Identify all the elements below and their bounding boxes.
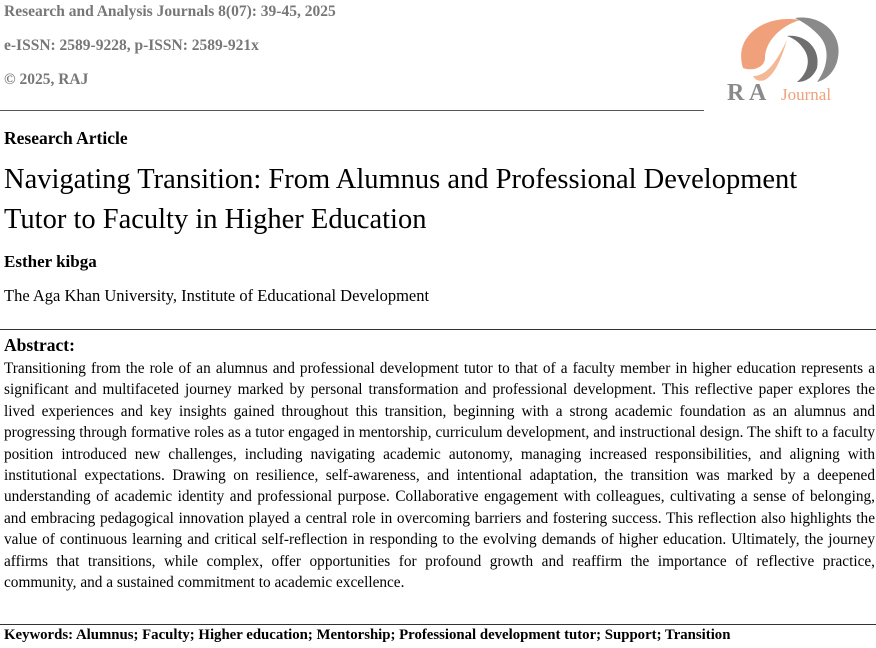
logo-journal-text: Journal bbox=[781, 85, 832, 104]
keywords-line bbox=[4, 627, 730, 644]
issn-line: e-ISSN: 2589-9228, p-ISSN: 2589-921x bbox=[4, 37, 259, 54]
abstract-heading: Abstract: bbox=[4, 335, 75, 355]
copyright-line: © 2025, RAJ bbox=[4, 71, 89, 88]
keywords-divider bbox=[0, 624, 876, 625]
journal-citation: Research and Analysis Journals 8(07): 39-45, 2025 bbox=[4, 3, 336, 20]
keywords-list: Alumnus; Faculty; Higher education; Mentorship; Professional development tutor; Support; Transition bbox=[75, 627, 731, 643]
author-affiliation: The Aga Khan University, Institute of Educational Development bbox=[4, 286, 430, 305]
abstract-text: Transitioning from the role of an alumnus and professional development tutor to that of a faculty member in higher education represents a significant and multifaceted journey marked by personal transformation and professional development. This reflective paper explores the lived experiences and key insights gained throughout this transition, beginning with a strong academic foundation as an alumnus and progressing through formative roles as a tutor engaged in mentorship, curriculum development, and instructional design. The shift to a faculty position introduced new challenges, including navigating academic autonomy, managing increased responsibilities, and aligning with institutional expectations. Drawing on resilience, self-awareness, and intentional adaptation, the transition was marked by a deepened understanding of academic identity and professional purpose. Collaborative engagement with colleagues, cultivating a sense of belonging, and embracing pedagogical innovation played a central role in overcoming barriers and fostering success. This reflection also highlights the value of continuous learning and critical self-reflection in responding to the evolving demands of higher education. Ultimately, the journey affirms that transitions, while complex, offer opportunities for profound growth and reaffirm the importance of reflective practice, community, and a sustained commitment to academic excellence. bbox=[4, 360, 875, 592]
abstract-top-divider bbox=[0, 329, 876, 330]
article-type: Research Article bbox=[4, 128, 128, 148]
raj-logo-icon bbox=[725, 6, 865, 106]
article-title: Navigating Transition: From Alumnus and Professional Development Tutor to Faculty in Higher Education bbox=[4, 164, 798, 235]
raj-logo bbox=[725, 6, 865, 106]
header-divider bbox=[0, 110, 704, 111]
author-name: Esther kibga bbox=[4, 252, 97, 271]
logo-ra-text: R A bbox=[727, 80, 767, 106]
keywords-label: Keywords: bbox=[4, 627, 74, 643]
